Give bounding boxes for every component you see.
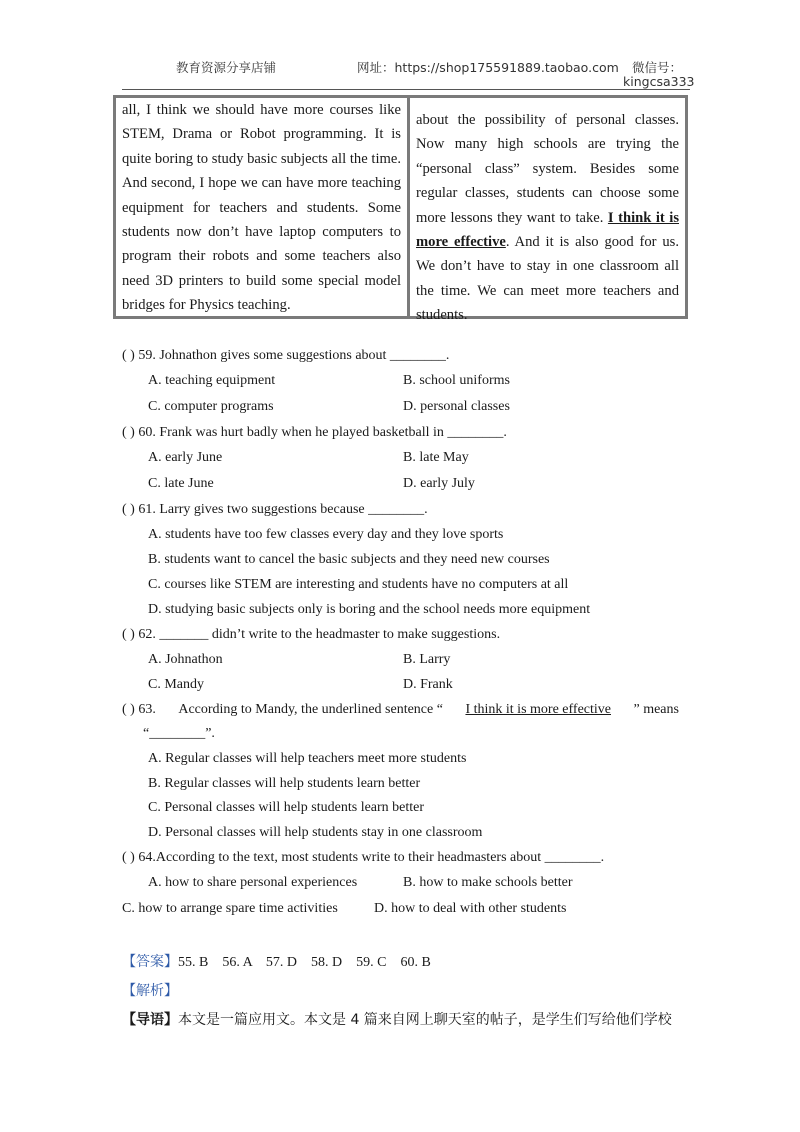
option-c[interactable]: C. late June — [148, 476, 214, 491]
header-divider — [122, 89, 690, 90]
question-stem: Larry gives two suggestions because ________. — [159, 502, 428, 517]
option-b[interactable]: B. school uniforms — [403, 373, 510, 388]
question-prefix: ( ) 60. — [122, 425, 160, 440]
question-stem: _______ didn’t write to the headmaster to make suggestions. — [159, 627, 501, 642]
option-a[interactable]: A. students have too few classes every day and they love sports — [148, 527, 504, 542]
passage-right-cell — [410, 98, 685, 324]
question-stem: Johnathon gives some suggestions about ________. — [159, 348, 450, 363]
option-d[interactable]: D. early July — [403, 476, 475, 491]
answer-text: 55. B 56. A 57. D 58. D 59. C 60. B — [178, 955, 431, 970]
option-b[interactable]: B. Larry — [403, 652, 451, 667]
option-c[interactable]: C. Mandy — [148, 677, 204, 692]
option-a[interactable]: A. teaching equipment — [148, 373, 276, 388]
option-b[interactable]: B. late May — [403, 450, 469, 465]
passage-right-text-b: . And it is also good for us. We don’t have to stay in one classroom all the time. We can meet more teachers and students. — [416, 234, 679, 324]
intro-tag: 【导语】 — [122, 1012, 178, 1028]
option-a[interactable]: A. Johnathon — [148, 652, 223, 667]
option-c[interactable]: C. courses like STEM are interesting and students have no computers at all — [148, 577, 569, 592]
option-b[interactable]: B. how to make schools better — [403, 875, 573, 890]
question-63 — [122, 702, 679, 718]
shop-name: 教育资源分享店铺 — [176, 60, 277, 75]
option-d[interactable]: D. Frank — [403, 677, 453, 692]
passage-left-cell: all, I think we should have more courses like STEM, Drama or Robot programming. It is quite boring to study basic subjects all the time. And second, I hope we can have more teaching equipment for teachers and students. Some students now don’t have laptop computers to program their robots and some teachers also need 3D printers to build some special model bridges for Physics teaching. — [116, 98, 410, 316]
passage-table — [113, 95, 688, 324]
question-59 — [122, 348, 449, 364]
question-stem: Frank was hurt badly when he played basketball in ________. — [159, 425, 507, 440]
option-c[interactable]: C. computer programs — [148, 399, 274, 414]
option-d[interactable]: D. studying basic subjects only is boring and the school needs more equipment — [148, 602, 591, 617]
question-prefix: ( ) 62. — [122, 627, 160, 642]
shop-url[interactable]: 网址：https://shop175591889.taobao.com — [357, 60, 619, 75]
option-c[interactable]: C. Personal classes will help students learn better — [148, 800, 425, 815]
option-b[interactable]: B. students want to cancel the basic subjects and they need new courses — [148, 552, 550, 567]
option-a[interactable]: A. how to share personal experiences — [148, 875, 358, 890]
question-62 — [122, 627, 500, 643]
option-d[interactable]: D. Personal classes will help students stay in one classroom — [148, 825, 483, 840]
intro-line — [122, 1009, 672, 1029]
option-d[interactable]: D. personal classes — [403, 399, 510, 414]
wechat-id: kingcsa333 — [623, 74, 695, 89]
question-64 — [122, 850, 604, 866]
question-prefix: ( ) 59. — [122, 348, 160, 363]
question-prefix: ( ) 63. — [122, 702, 156, 717]
question-prefix: ( ) 61. — [122, 502, 160, 517]
analysis-tag: 【解析】 — [122, 983, 178, 999]
question-60 — [122, 425, 507, 441]
option-d[interactable]: D. how to deal with other students — [374, 901, 567, 916]
option-b[interactable]: B. Regular classes will help students learn better — [148, 776, 421, 791]
option-c[interactable]: C. how to arrange spare time activities — [122, 901, 338, 916]
underlined-sentence: I think it is more effective — [416, 209, 679, 251]
option-a[interactable]: A. Regular classes will help teachers meet more students — [148, 751, 467, 766]
question-61 — [122, 502, 428, 518]
wechat-label: 微信号： — [632, 60, 683, 75]
passage-right-text-a: about the possibility of personal classes. Now many high schools are trying the “personal class” system. Besides some regular classes, students can choose some more lessons they want to take. — [416, 112, 679, 226]
page-header — [0, 0, 800, 92]
option-a[interactable]: A. early June — [148, 450, 223, 465]
intro-text: 本文是一篇应用文。本文是 4 篇来自网上聊天室的帖子，是学生们写给他们学校 — [178, 1012, 672, 1028]
question-stem: According to the text, most students write to their headmasters about ________. — [155, 850, 605, 865]
question-stem-a: According to Mandy, the underlined sentence “ — [178, 702, 443, 717]
underlined-sentence-ref: I think it is more effective — [465, 702, 611, 717]
question-stem-b: ” means — [633, 702, 679, 717]
answer-tag: 【答案】 — [122, 954, 178, 970]
answer-line — [122, 951, 431, 971]
question-63-blank: “________”. — [143, 726, 215, 741]
question-prefix: ( ) 64. — [122, 850, 156, 865]
